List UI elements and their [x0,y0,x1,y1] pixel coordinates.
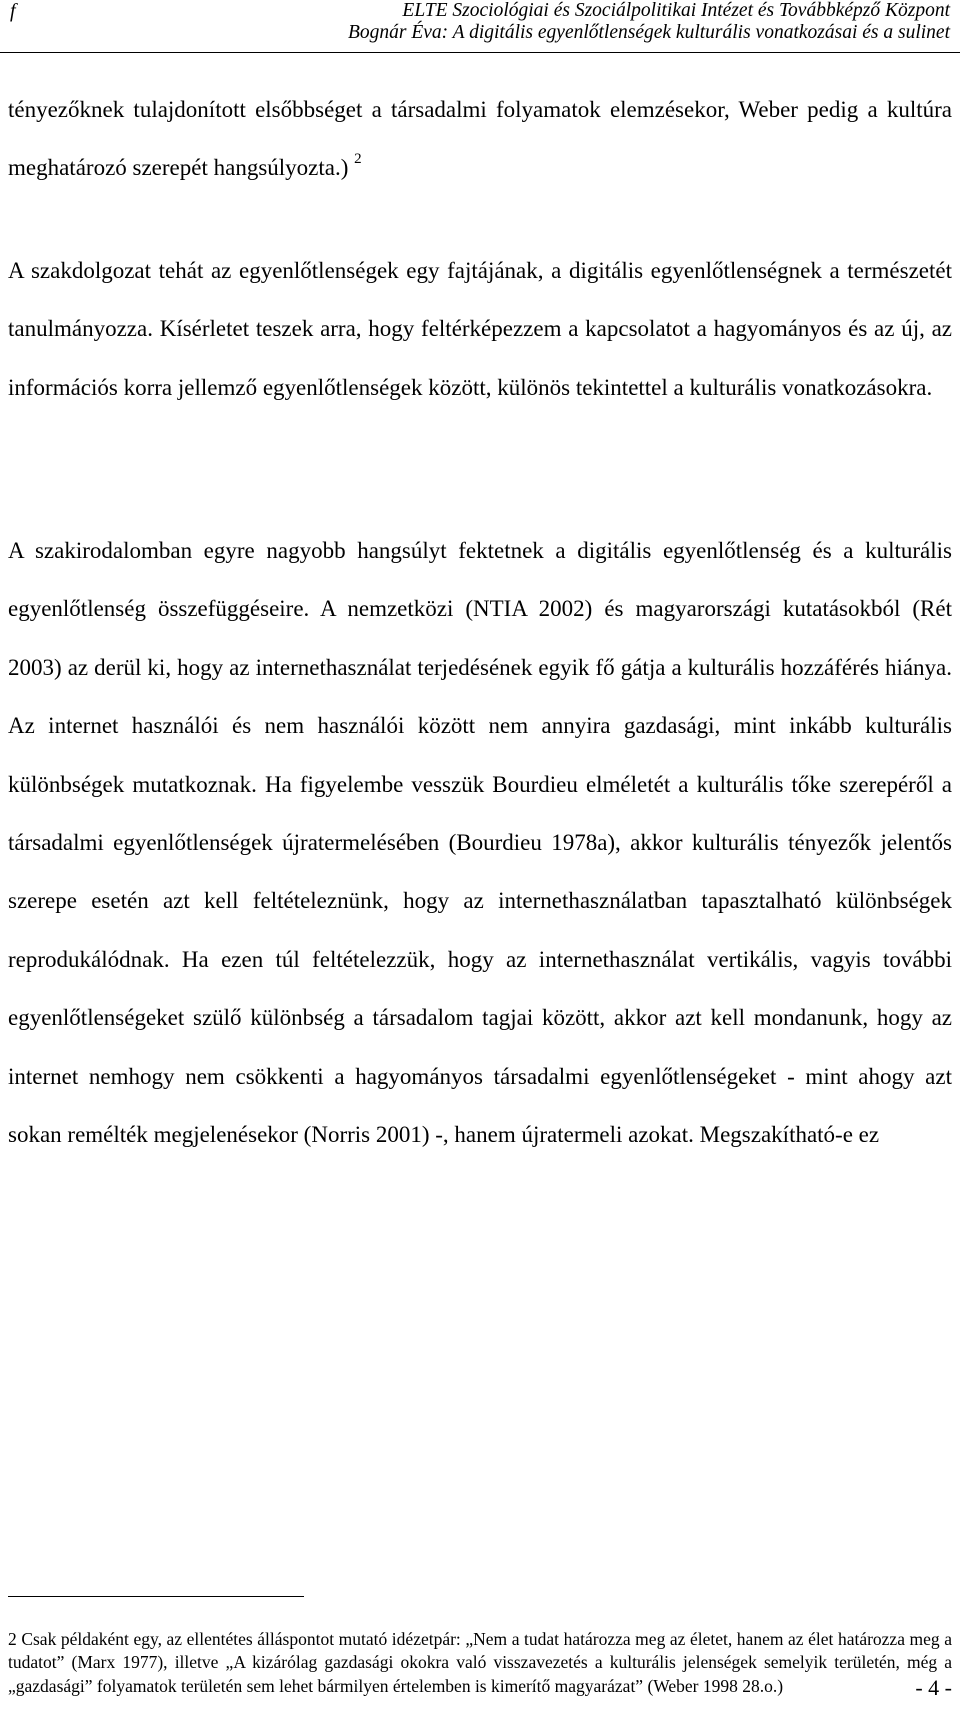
footnote-reference[interactable]: 2 [354,151,362,168]
header-institute: ELTE Szociológiai és Szociálpolitikai Intézet és Továbbképző Központ [402,0,950,21]
header-author-title: Bognár Éva: A digitális egyenlőtlenségek kulturális vonatkozásai és a sulinet [347,22,950,43]
body-paragraph-2: A szakdolgozat tehát az egyenlőtlenségek egy fajtájának, a digitális egyenlőtlenségnek a természetét tanulmányozza. Kísérletet teszek arra, hogy feltérképezzem a kapcsolatot a hagyományos és az új, az információs korra jellemző egyenlőtlenségek között, különös tekintettel a kulturális vonatkozásokra. [8,258,952,400]
footnote: 2 Csak példaként egy, az ellentétes álláspontot mutató idézetpár: „Nem a tudat határozza meg az életet, hanem az élet határozza meg a tudatot” (Marx 1977), illetve „A kizárólag gazdasági okokra való visszavezetés a kulturális jelenségek semelyik területén, még a „gazdasági” folyamatok területén sem lehet bármilyen értelemben is kimerítő magyarázat” (Weber 1998 28.o.) [8,1629,952,1696]
footnote-separator [8,1596,304,1597]
header-logo-mark: f [10,0,16,22]
paragraph-1-text: tényezőknek tulajdonított elsőbbséget a társadalmi folyamatok elemzésekor, Weber pedig a kultúra meghatározó szerepét hangsúlyozta.) [8,97,952,181]
page-number: - 4 - [915,1675,952,1700]
body-paragraph-1 [8,81,952,201]
page-header [0,0,960,53]
body-paragraph-3: A szakirodalomban egyre nagyobb hangsúlyt fektetnek a digitális egyenlőtlenség és a kulturális egyenlőtlenség összefüggéseire. A nemzetközi (NTIA 2002) és magyarországi kutatásokból (Rét 2003) az derül ki, hogy az internethasználat terjedésének egyik fő gátja a kulturális hozzáférés hiánya. Az internet használói és nem használói között nem annyira gazdasági, mint inkább kulturális különbségek mutatkoznak. Ha figyelembe vesszük Bourdieu elméletét a kulturális tőke szerepéről a társadalmi egyenlőtlenségek újratermelésében (Bourdieu 1978a), akkor kulturális tényezők jelentős szerepe esetén azt kell feltételeznünk, hogy az internethasználatban tapasztalható különbségek reprodukálódnak. Ha ezen túl feltételezzük, hogy az internethasználat vertikális, vagyis további egyenlőtlenségeket szülő különbség a társadalom tagjai között, akkor azt kell mondanunk, hogy az internet nemhogy nem csökkenti a hagyományos társadalmi egyenlőtlenségeket - mint ahogy azt sokan remélték megjelenésekor (Norris 2001) -, hanem újratermeli azokat. Megszakítható-e ez [8,538,952,1148]
